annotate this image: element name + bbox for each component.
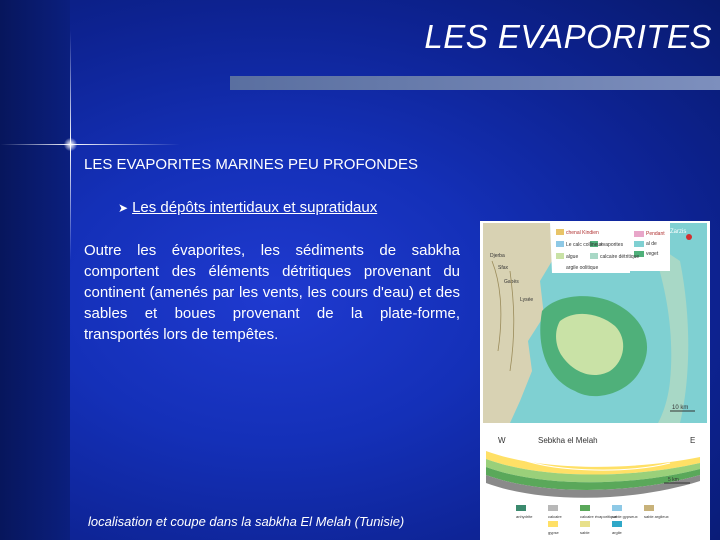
title-underline-bar <box>230 76 720 90</box>
legend-al: al de <box>646 241 657 247</box>
section-legend-label: sable <box>580 530 590 535</box>
section-e: E <box>690 436 696 445</box>
subheading <box>118 199 377 216</box>
arrow-bullet-icon: ➤ <box>118 201 129 215</box>
section-legend-swatch <box>580 505 590 511</box>
legend-algue: algue <box>566 254 579 260</box>
legend-veget: veget <box>646 251 659 257</box>
slide-title: LES EVAPORITES <box>424 18 712 55</box>
legend-swatch <box>590 253 598 259</box>
section-legend-swatch <box>548 505 558 511</box>
body-paragraph: Outre les évaporites, les sédiments de sabkha comportent des éléments détritiques provenant du continent (amenés par les vents, les cours d'eau) et des sables et boues provenant de la plate-forme, transportés lors de tempêtes. <box>84 242 460 343</box>
map-scale-label: 10 km <box>672 405 689 411</box>
section-legend-label: calcaire <box>548 514 562 519</box>
legend-swatch <box>634 231 644 237</box>
map-label-djerba: Djerba <box>490 253 505 259</box>
section-legend-label: calcaire évaporitique <box>580 514 617 519</box>
map-label-sfax: Sfax <box>498 265 509 271</box>
sabkha-figure <box>480 221 710 540</box>
section-legend-label: sable argileux <box>644 514 669 519</box>
legend-swatch <box>556 229 564 235</box>
section-heading: LES EVAPORITES MARINES PEU PROFONDES <box>84 156 418 173</box>
legend-evap: évaporites <box>600 242 624 248</box>
legend-calc-detr: calcaire détritique <box>600 254 640 260</box>
legend-chenal: chenal Kindien <box>566 230 599 236</box>
legend-swatch <box>634 241 644 247</box>
sparkle-icon <box>64 138 77 151</box>
section-legend-swatch <box>580 521 590 527</box>
section-legend-swatch <box>644 505 654 511</box>
section-title: Sebkha el Melah <box>538 436 598 445</box>
sparkle-horizontal-line <box>0 144 180 145</box>
section-legend-swatch <box>516 505 526 511</box>
section-w: W <box>498 436 506 445</box>
section-legend-swatch <box>612 505 622 511</box>
section-scale-label: 5 km <box>668 477 679 483</box>
legend-argile: argile oolitique <box>566 265 599 271</box>
legend-calc: Le calc collineux <box>566 242 603 248</box>
figure-caption: localisation et coupe dans la sabkha El Melah (Tunisie) <box>88 514 405 529</box>
map-label-zarzis: Zarzis <box>670 229 687 235</box>
subheading-label: Les dépôts intertidaux et supratidaux <box>132 199 378 216</box>
left-strip <box>0 0 70 540</box>
map-label-gabes: Gabès <box>504 279 519 285</box>
section-legend-swatch <box>548 521 558 527</box>
legend-swatch <box>556 241 564 247</box>
section-legend-label: gypse <box>548 530 559 535</box>
section-legend-label: anhydrite <box>516 514 533 519</box>
figure-drawing <box>480 221 710 540</box>
legend-pendant: Pendant <box>646 231 665 237</box>
section-legend-label: argile <box>612 530 622 535</box>
location-marker-icon <box>686 234 692 240</box>
map-label-lys: Lysée <box>520 297 534 303</box>
legend-swatch <box>556 253 564 259</box>
section-legend-label: sable gypseux <box>612 514 638 519</box>
section-legend-swatch <box>612 521 622 527</box>
